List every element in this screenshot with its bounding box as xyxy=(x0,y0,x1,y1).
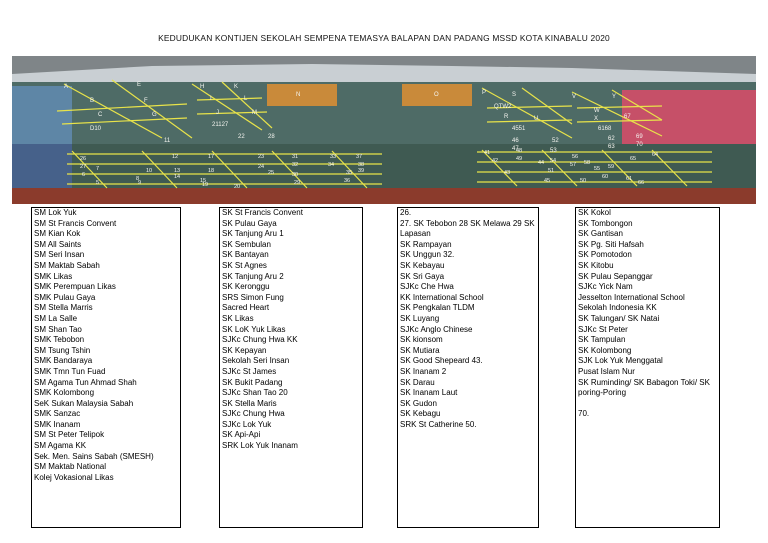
section-label: 65 xyxy=(630,156,637,162)
school-entry: 27. SK Tebobon 28 SK Melawa 29 SK xyxy=(400,218,535,228)
school-entry: SMK Pulau Gaya xyxy=(34,292,96,302)
section-label: H xyxy=(200,84,205,90)
section-label: 39 xyxy=(358,168,365,174)
school-entry: SJKc Che Hwa xyxy=(400,282,454,292)
school-entry: SMK Likas xyxy=(34,271,73,281)
section-label: QTW2 xyxy=(494,104,512,110)
section-label: 27 xyxy=(80,164,87,170)
section-label: 24 xyxy=(258,164,265,170)
school-entry: SMK Sanzac xyxy=(34,409,81,419)
school-entry: SK Pengkalan TLDM xyxy=(400,303,475,313)
school-entry: SK Mutiara xyxy=(400,345,440,355)
school-entry: SM Agama Tun Ahmad Shah xyxy=(34,377,137,387)
section-label: D10 xyxy=(90,126,102,132)
section-label: B xyxy=(90,98,95,104)
section-label: 61 xyxy=(626,176,633,182)
school-entry: SK Sembulan xyxy=(222,239,271,249)
section-label: A xyxy=(64,84,69,90)
school-entry: SK Gantisan xyxy=(578,229,623,239)
section-label: P xyxy=(482,90,487,96)
school-entry: SK St Agnes xyxy=(222,260,267,270)
section-label: 15 xyxy=(200,178,207,184)
school-entry: SK Bantayan xyxy=(222,250,269,260)
section-label: 58 xyxy=(584,160,591,166)
page-title: KEDUDUKAN KONTIJEN SEKOLAH SEMPENA TEMASYA BALAPAN DAN PADANG MSSD KOTA KINABALU 2020 xyxy=(158,33,610,43)
school-entry: SK Kitobu xyxy=(578,260,614,270)
school-entry: SK Rampayan xyxy=(400,239,452,249)
school-entry: SM Agama KK xyxy=(34,441,87,451)
school-entry: SRK Lok Yuk Inanam xyxy=(222,441,298,451)
school-entry: SM Kian Kok xyxy=(34,229,81,239)
stadium-photo xyxy=(12,56,756,204)
section-label: F xyxy=(144,98,148,104)
school-entry: SMK Bandaraya xyxy=(34,356,93,366)
section-label: 35 xyxy=(346,170,353,176)
school-entry: SK Tanjung Aru 1 xyxy=(222,229,284,239)
section-label: 23 xyxy=(258,154,265,160)
section-label: 5 xyxy=(96,180,100,186)
section-label: 64 xyxy=(652,152,659,158)
school-entry: Jesselton International School xyxy=(578,292,685,302)
school-entry: SK St Francis Convent xyxy=(222,208,303,217)
school-entry: SK Likas xyxy=(222,313,254,323)
school-entry: SRS Simon Fung xyxy=(222,292,284,302)
section-label: 42 xyxy=(492,158,499,164)
section-label: N xyxy=(296,92,301,98)
school-entry: SK Pomotodon xyxy=(578,250,632,260)
section-label: S xyxy=(512,92,517,98)
school-entry: poring-Poring xyxy=(578,388,627,398)
school-entry: SM St Francis Convent xyxy=(34,218,117,228)
lower-stand xyxy=(12,144,756,188)
school-list-column-4 xyxy=(575,207,720,528)
school-entry: SMK Tmn Tun Fuad xyxy=(34,366,106,376)
section-label: 26 xyxy=(80,156,87,162)
section-label: G xyxy=(152,112,157,118)
school-entry: SK Kebagu xyxy=(400,409,441,419)
school-entry: SK Keronggu xyxy=(222,282,270,292)
school-entry: SJKc Lok Yuk xyxy=(222,419,272,429)
section-label: 67 xyxy=(624,114,631,120)
section-label: 46 xyxy=(512,138,519,144)
section-label: M xyxy=(252,110,257,116)
section-label: 21127 xyxy=(212,122,229,128)
school-entry: SM All Saints xyxy=(34,239,82,249)
school-entry: SK Pulau Sepanggar xyxy=(578,271,653,281)
section-label: 51 xyxy=(548,168,555,174)
section-label: X xyxy=(594,116,599,122)
school-entry: SM Maktab National xyxy=(34,462,107,472)
school-entry: SK Inanam 2 xyxy=(400,366,447,376)
school-entry: SK Sri Gaya xyxy=(400,271,445,281)
section-label: 55 xyxy=(594,166,601,172)
school-entry: SK Kolombong xyxy=(578,345,632,355)
school-entry: SMK Perempuan Likas xyxy=(34,282,116,292)
school-entry: 26. xyxy=(400,208,412,217)
school-entry: SK Unggun 32. xyxy=(400,250,455,260)
school-entry: Sacred Heart xyxy=(222,303,270,313)
section-label: 6168 xyxy=(598,126,612,132)
section-label: 22 xyxy=(238,134,245,140)
school-entry: SM La Salle xyxy=(34,313,78,323)
section-label: 11 xyxy=(164,138,171,144)
school-entry: SK Pulau Gaya xyxy=(222,218,277,228)
school-entry: SJKc St Peter xyxy=(578,324,628,334)
section-label: 29 xyxy=(294,180,301,186)
school-entry: SM Shan Tao xyxy=(34,324,82,334)
school-entry: SM Seri Insan xyxy=(34,250,85,260)
section-label: 38 xyxy=(358,162,365,168)
school-entry: SK Inanam Laut xyxy=(400,388,458,398)
section-label: 36 xyxy=(344,178,351,184)
school-entry: SK Kepayan xyxy=(222,345,267,355)
section-label: 17 xyxy=(208,154,215,160)
school-entry: SK kionsom xyxy=(400,335,443,345)
section-label: 69 xyxy=(636,134,643,140)
school-entry: SK Api-Api xyxy=(222,430,261,440)
section-label: J xyxy=(216,110,219,116)
school-entry: SMK Tebobon xyxy=(34,335,85,345)
section-label: 54 xyxy=(550,158,557,164)
section-label: 25 xyxy=(268,170,275,176)
section-label: 63 xyxy=(608,144,615,150)
school-entry: SK Darau xyxy=(400,377,435,387)
section-label: C xyxy=(98,112,103,118)
school-entry: SK Stella Maris xyxy=(222,398,277,408)
school-entry: SRK St Catherine 50. xyxy=(400,419,477,429)
section-label: 28 xyxy=(268,134,275,140)
section-label: 37 xyxy=(356,154,363,160)
school-entry: KK International School xyxy=(400,292,484,302)
section-label: 34 xyxy=(328,162,335,168)
school-list-column-3 xyxy=(397,207,539,528)
school-entry: SK Talungan/ SK Natai xyxy=(578,313,660,323)
school-entry: SK Kebayau xyxy=(400,260,445,270)
section-label: 30 xyxy=(292,172,299,178)
section-label: 6 xyxy=(82,172,86,178)
school-entry: SMK Inanam xyxy=(34,419,81,429)
school-entry: SJKc Chung Hwa KK xyxy=(222,335,298,345)
section-label: 57 xyxy=(570,162,577,168)
section-label: 13 xyxy=(174,168,181,174)
section-label: 53 xyxy=(550,148,557,154)
section-label: 45 xyxy=(544,178,551,184)
section-label: W xyxy=(594,108,600,114)
section-label: 60 xyxy=(602,174,609,180)
section-label: I xyxy=(210,96,212,102)
school-entry: SM Maktab Sabah xyxy=(34,260,100,270)
school-entry: Lapasan xyxy=(400,229,431,239)
school-entry: SM Tsung Tshin xyxy=(34,345,91,355)
school-entry: Kolej Vokasional Likas xyxy=(34,472,114,482)
school-list-column-2 xyxy=(219,207,363,528)
section-label: 9 xyxy=(138,180,142,186)
school-entry: SK Tanjung Aru 2 xyxy=(222,271,284,281)
section-label: 41 xyxy=(484,150,491,156)
school-entry: SM Stella Marris xyxy=(34,303,93,313)
school-entry: 70. xyxy=(578,409,590,419)
track xyxy=(12,188,756,204)
section-label: K xyxy=(234,84,239,90)
section-label: 43 xyxy=(504,170,511,176)
school-entry: SJKc Shan Tao 20 xyxy=(222,388,288,398)
school-list-column-1 xyxy=(31,207,181,528)
school-entry: SK Bukit Padang xyxy=(222,377,283,387)
section-label: 31 xyxy=(292,154,299,160)
section-label: 10 xyxy=(146,168,153,174)
section-label: 4551 xyxy=(512,126,526,132)
section-label: U xyxy=(534,116,539,122)
school-entry: SK Tampulan xyxy=(578,335,626,345)
section-label: 62 xyxy=(608,136,615,142)
school-entry: SK Kokol xyxy=(578,208,611,217)
section-label: 70 xyxy=(636,142,643,148)
school-entry: SK Tombongon xyxy=(578,218,633,228)
school-entry: Sekolah Indonesia KK xyxy=(578,303,657,313)
section-label: L xyxy=(244,96,248,102)
section-label: E xyxy=(137,82,142,88)
section-label: 52 xyxy=(552,138,559,144)
section-label: 50 xyxy=(580,178,587,184)
section-label: 19 xyxy=(202,182,209,188)
school-entry: SK Pg. Siti Hafsah xyxy=(578,239,644,249)
section-label: 66 xyxy=(638,180,645,186)
section-label: 12 xyxy=(172,154,179,160)
section-label: 32 xyxy=(292,162,299,168)
section-label: O xyxy=(434,92,439,98)
school-entry: SK Ruminding/ SK Babagon Toki/ SK xyxy=(578,377,710,387)
school-entry: SM Lok Yuk xyxy=(34,208,77,217)
school-entry: SK Gudon xyxy=(400,398,437,408)
section-label: 48 xyxy=(516,148,523,154)
school-entry: SJKc Anglo Chinese xyxy=(400,324,473,334)
school-entry: Sek. Men. Sains Sabah (SMESH) xyxy=(34,451,154,461)
school-entry: SeK Sukan Malaysia Sabah xyxy=(34,398,134,408)
section-label: 14 xyxy=(174,174,181,180)
school-entry: Sekolah Seri Insan xyxy=(222,356,290,366)
section-label: 7 xyxy=(96,166,100,172)
section-label: 20 xyxy=(234,184,241,190)
school-entry: SK Luyang xyxy=(400,313,440,323)
school-entry: SJKc St James xyxy=(222,366,277,376)
school-entry: SJKc Yick Nam xyxy=(578,282,633,292)
school-entry: SMK Kolombong xyxy=(34,388,95,398)
section-label: V xyxy=(572,94,577,100)
section-label: 59 xyxy=(608,164,615,170)
section-label: R xyxy=(504,114,509,120)
section-label: 49 xyxy=(516,156,523,162)
school-entry: SJKc Chung Hwa xyxy=(222,409,285,419)
school-entry: SM St Peter Telipok xyxy=(34,430,105,440)
section-label: 47 xyxy=(512,146,519,152)
section-label: 56 xyxy=(572,154,579,160)
school-entry: SK Good Shepeard 43. xyxy=(400,356,483,366)
section-label: Y xyxy=(612,94,617,100)
section-label: 44 xyxy=(538,160,545,166)
stadium-svg xyxy=(12,56,756,204)
school-entry: SK LoK Yuk Likas xyxy=(222,324,286,334)
school-entry xyxy=(578,399,717,410)
section-label: 33 xyxy=(330,154,337,160)
school-entry: Pusat Islam Nur xyxy=(578,366,635,376)
section-label: 8 xyxy=(136,176,140,182)
section-label: 18 xyxy=(208,168,215,174)
school-entry: SJK Lok Yuk Menggatal xyxy=(578,356,663,366)
